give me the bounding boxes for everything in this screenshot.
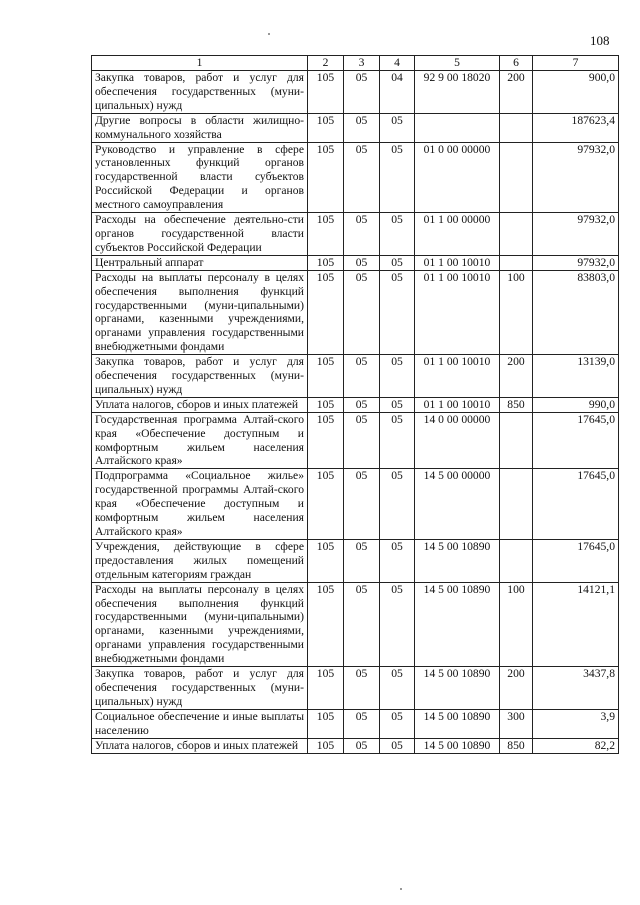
item-name: Уплата налогов, сборов и иных платежей <box>92 397 308 412</box>
section-code: 05 <box>344 355 380 398</box>
ministry-code: 105 <box>308 270 344 354</box>
table-row <box>92 113 619 142</box>
target-article-code: 01 1 00 10010 <box>415 270 500 354</box>
amount: 3,9 <box>533 709 619 738</box>
table-row <box>92 667 619 710</box>
item-name: Закупка товаров, работ и услуг для обеспечения государственных (муни-ципальных) нужд <box>92 355 308 398</box>
target-article-code <box>415 113 500 142</box>
ministry-code: 105 <box>308 539 344 582</box>
item-name: Расходы на обеспечение деятельно-сти органов государственной власти субъектов Российской Федерации <box>92 213 308 256</box>
item-name: Закупка товаров, работ и услуг для обеспечения государственных (муни-ципальных) нужд <box>92 71 308 114</box>
column-header: 6 <box>500 56 533 71</box>
expense-type-code <box>500 412 533 469</box>
section-code: 05 <box>344 113 380 142</box>
subsection-code: 05 <box>380 255 415 270</box>
section-code: 05 <box>344 255 380 270</box>
ministry-code: 105 <box>308 667 344 710</box>
column-header: 5 <box>415 56 500 71</box>
section-code: 05 <box>344 397 380 412</box>
item-name: Социальное обеспечение и иные выплаты населению <box>92 709 308 738</box>
ministry-code: 105 <box>308 582 344 666</box>
target-article-code: 14 5 00 10890 <box>415 667 500 710</box>
ministry-code: 105 <box>308 113 344 142</box>
target-article-code: 14 5 00 10890 <box>415 539 500 582</box>
expense-type-code <box>500 142 533 213</box>
amount: 82,2 <box>533 738 619 753</box>
target-article-code: 92 9 00 18020 <box>415 71 500 114</box>
expense-type-code: 850 <box>500 738 533 753</box>
amount: 83803,0 <box>533 270 619 354</box>
subsection-code: 05 <box>380 582 415 666</box>
section-code: 05 <box>344 709 380 738</box>
expense-type-code <box>500 255 533 270</box>
subsection-code: 05 <box>380 412 415 469</box>
ministry-code: 105 <box>308 469 344 540</box>
table-row <box>92 213 619 256</box>
section-code: 05 <box>344 213 380 256</box>
subsection-code: 05 <box>380 113 415 142</box>
section-code: 05 <box>344 412 380 469</box>
amount: 900,0 <box>533 71 619 114</box>
target-article-code: 14 5 00 10890 <box>415 738 500 753</box>
expense-type-code <box>500 469 533 540</box>
target-article-code: 14 5 00 00000 <box>415 469 500 540</box>
column-header: 3 <box>344 56 380 71</box>
section-code: 05 <box>344 582 380 666</box>
amount: 13139,0 <box>533 355 619 398</box>
section-code: 05 <box>344 738 380 753</box>
expense-type-code <box>500 213 533 256</box>
target-article-code: 14 5 00 10890 <box>415 709 500 738</box>
ministry-code: 105 <box>308 412 344 469</box>
expense-type-code <box>500 113 533 142</box>
expense-type-code: 100 <box>500 582 533 666</box>
table-row <box>92 469 619 540</box>
target-article-code: 01 1 00 00000 <box>415 213 500 256</box>
target-article-code: 01 0 00 00000 <box>415 142 500 213</box>
amount: 97932,0 <box>533 255 619 270</box>
item-name: Учреждения, действующие в сфере предоставления жилых помещений отдельным категориям граждан <box>92 539 308 582</box>
expense-type-code: 200 <box>500 667 533 710</box>
subsection-code: 05 <box>380 397 415 412</box>
expense-type-code: 850 <box>500 397 533 412</box>
item-name: Другие вопросы в области жилищно-коммунального хозяйства <box>92 113 308 142</box>
subsection-code: 05 <box>380 142 415 213</box>
ministry-code: 105 <box>308 709 344 738</box>
table-row <box>92 255 619 270</box>
scan-speck <box>400 888 402 890</box>
item-name: Закупка товаров, работ и услуг для обеспечения государственных (муни-ципальных) нужд <box>92 667 308 710</box>
expense-type-code: 300 <box>500 709 533 738</box>
subsection-code: 05 <box>380 667 415 710</box>
item-name: Расходы на выплаты персоналу в целях обеспечения выполнения функций государственными (муни-ципальными) органами, казенными учреждениями, органами управления государственными внебюджетными фондами <box>92 270 308 354</box>
target-article-code: 01 1 00 10010 <box>415 397 500 412</box>
subsection-code: 05 <box>380 709 415 738</box>
item-name: Центральный аппарат <box>92 255 308 270</box>
table-row <box>92 142 619 213</box>
amount: 97932,0 <box>533 213 619 256</box>
target-article-code: 14 0 00 00000 <box>415 412 500 469</box>
item-name: Государственная программа Алтай-ского края «Обеспечение доступным и комфортным жильем населения Алтайского края» <box>92 412 308 469</box>
ministry-code: 105 <box>308 142 344 213</box>
section-code: 05 <box>344 469 380 540</box>
amount: 17645,0 <box>533 539 619 582</box>
section-code: 05 <box>344 667 380 710</box>
table-row <box>92 738 619 753</box>
ministry-code: 105 <box>308 255 344 270</box>
budget-table <box>91 55 619 754</box>
amount: 17645,0 <box>533 412 619 469</box>
subsection-code: 05 <box>380 469 415 540</box>
amount: 187623,4 <box>533 113 619 142</box>
section-code: 05 <box>344 270 380 354</box>
table-row <box>92 355 619 398</box>
subsection-code: 05 <box>380 270 415 354</box>
ministry-code: 105 <box>308 71 344 114</box>
target-article-code: 01 1 00 10010 <box>415 255 500 270</box>
table-row <box>92 582 619 666</box>
header-row <box>92 56 619 71</box>
section-code: 05 <box>344 71 380 114</box>
item-name: Уплата налогов, сборов и иных платежей <box>92 738 308 753</box>
ministry-code: 105 <box>308 355 344 398</box>
table-row <box>92 270 619 354</box>
table-row <box>92 71 619 114</box>
ministry-code: 105 <box>308 397 344 412</box>
expense-type-code: 200 <box>500 355 533 398</box>
amount: 3437,8 <box>533 667 619 710</box>
target-article-code: 14 5 00 10890 <box>415 582 500 666</box>
amount: 17645,0 <box>533 469 619 540</box>
expense-type-code <box>500 539 533 582</box>
table-row <box>92 709 619 738</box>
amount: 990,0 <box>533 397 619 412</box>
table-row <box>92 539 619 582</box>
ministry-code: 105 <box>308 213 344 256</box>
column-header: 7 <box>533 56 619 71</box>
item-name: Руководство и управление в сфере установленных функций органов государственной власти субъектов Российской Федерации и органов местного самоуправления <box>92 142 308 213</box>
table-row <box>92 397 619 412</box>
expense-type-code: 200 <box>500 71 533 114</box>
item-name: Подпрограмма «Социальное жилье» государственной программы Алтай-ского края «Обеспечение доступным и комфортным жильем населения Алтайского края» <box>92 469 308 540</box>
ministry-code: 105 <box>308 738 344 753</box>
page-number: 108 <box>590 33 610 48</box>
subsection-code: 05 <box>380 213 415 256</box>
subsection-code: 05 <box>380 738 415 753</box>
table-row <box>92 412 619 469</box>
subsection-code: 04 <box>380 71 415 114</box>
column-header: 4 <box>380 56 415 71</box>
amount: 97932,0 <box>533 142 619 213</box>
column-header: 2 <box>308 56 344 71</box>
scan-speck <box>268 33 270 35</box>
column-header: 1 <box>92 56 308 71</box>
item-name: Расходы на выплаты персоналу в целях обеспечения выполнения функций государственными (муни-ципальными) органами, казенными учреждениями, органами управления государственными внебюджетными фондами <box>92 582 308 666</box>
amount: 14121,1 <box>533 582 619 666</box>
expense-type-code: 100 <box>500 270 533 354</box>
subsection-code: 05 <box>380 539 415 582</box>
subsection-code: 05 <box>380 355 415 398</box>
section-code: 05 <box>344 142 380 213</box>
section-code: 05 <box>344 539 380 582</box>
target-article-code: 01 1 00 10010 <box>415 355 500 398</box>
